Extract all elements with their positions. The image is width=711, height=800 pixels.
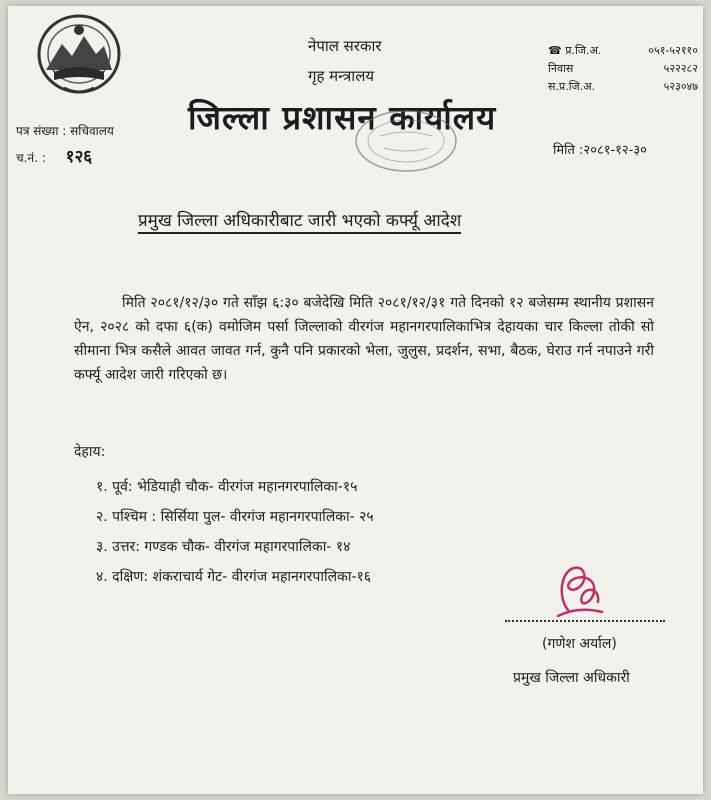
dehay-label: देहाय: [74, 444, 106, 460]
letter-date: मिति :२०८१-१२-३० [553, 143, 647, 158]
contact-label: ☎ प्र.जि.अ. [548, 44, 602, 57]
order-body [74, 291, 654, 387]
dispatch-label: च.नं. : [16, 151, 46, 165]
contact-row [548, 60, 698, 78]
list-item: ३. उत्तर: गण्डक चौक- वीरगंज महागरपालिका- १४ [96, 539, 351, 555]
list-item: १. पूर्व: भेडियाही चौक- वीरगंज महानगरपालिका-१५ [96, 479, 358, 495]
ministry-name: गृह मन्त्रालय [308, 67, 375, 85]
office-title: जिल्ला प्रशासन कार्यालय [188, 98, 497, 137]
signature-line [505, 620, 665, 622]
contact-value: ०५१-५२११० [648, 44, 698, 57]
document-page [8, 6, 703, 794]
contact-label: स.प्र.जि.अ. [548, 80, 596, 93]
nepal-emblem-icon [34, 10, 124, 96]
dispatch-number-line [16, 144, 92, 167]
government-name: नेपाल सरकार [308, 37, 382, 55]
document-heading: प्रमुख जिल्ला अधिकारीबाट जारी भएको कर्फ्यू आदेश [138, 208, 461, 234]
office-stamp-icon [350, 106, 462, 176]
list-item: २. पश्चिम : सिर्सिया पुल- वीरगंज महानगरपालिका- २५ [96, 509, 374, 525]
signature-icon [538, 558, 618, 622]
contact-value: ५२२२८२ [663, 62, 698, 75]
dispatch-number: १२६ [65, 147, 93, 167]
order-body-text: मिति २०८१/१२/३० गते साँझ ६:३० बजेदेखि मिति २०८१/१२/३१ गते दिनको १२ बजेसम्म स्थानीय प्रशासन ऐन, २०२८ को दफा ६(क) वमोजिम पर्सा जिल्लाको वीरगंज महानगरपालिकाभित्र देहायका चार किल्ला तोकी सो सीमाना भित्र कसैले आवत जावत गर्न, कुनै पनि प्रकारको भेला, जुलुस, प्रदर्शन, सभा, बैठक, घेराउ गर्न नपाउने गरी कर्फ्यू आदेश जारी गरिएको छ। [74, 295, 654, 383]
letter-number: पत्र संख्या : सचिवालय [16, 124, 114, 138]
contact-value: ५२३०४७ [663, 80, 698, 93]
list-item: ४. दक्षिण: शंकराचार्य गेट- वीरगंज महानगरपालिका-१६ [96, 569, 372, 585]
contact-info [548, 42, 698, 96]
contact-row [548, 42, 698, 60]
boundary-list [96, 472, 374, 592]
signatory-name: (गणेश अर्याल) [542, 636, 617, 652]
contact-row [548, 78, 698, 96]
contact-label: निवास [548, 62, 574, 75]
signatory-title: प्रमुख जिल्ला अधिकारी [513, 670, 630, 686]
